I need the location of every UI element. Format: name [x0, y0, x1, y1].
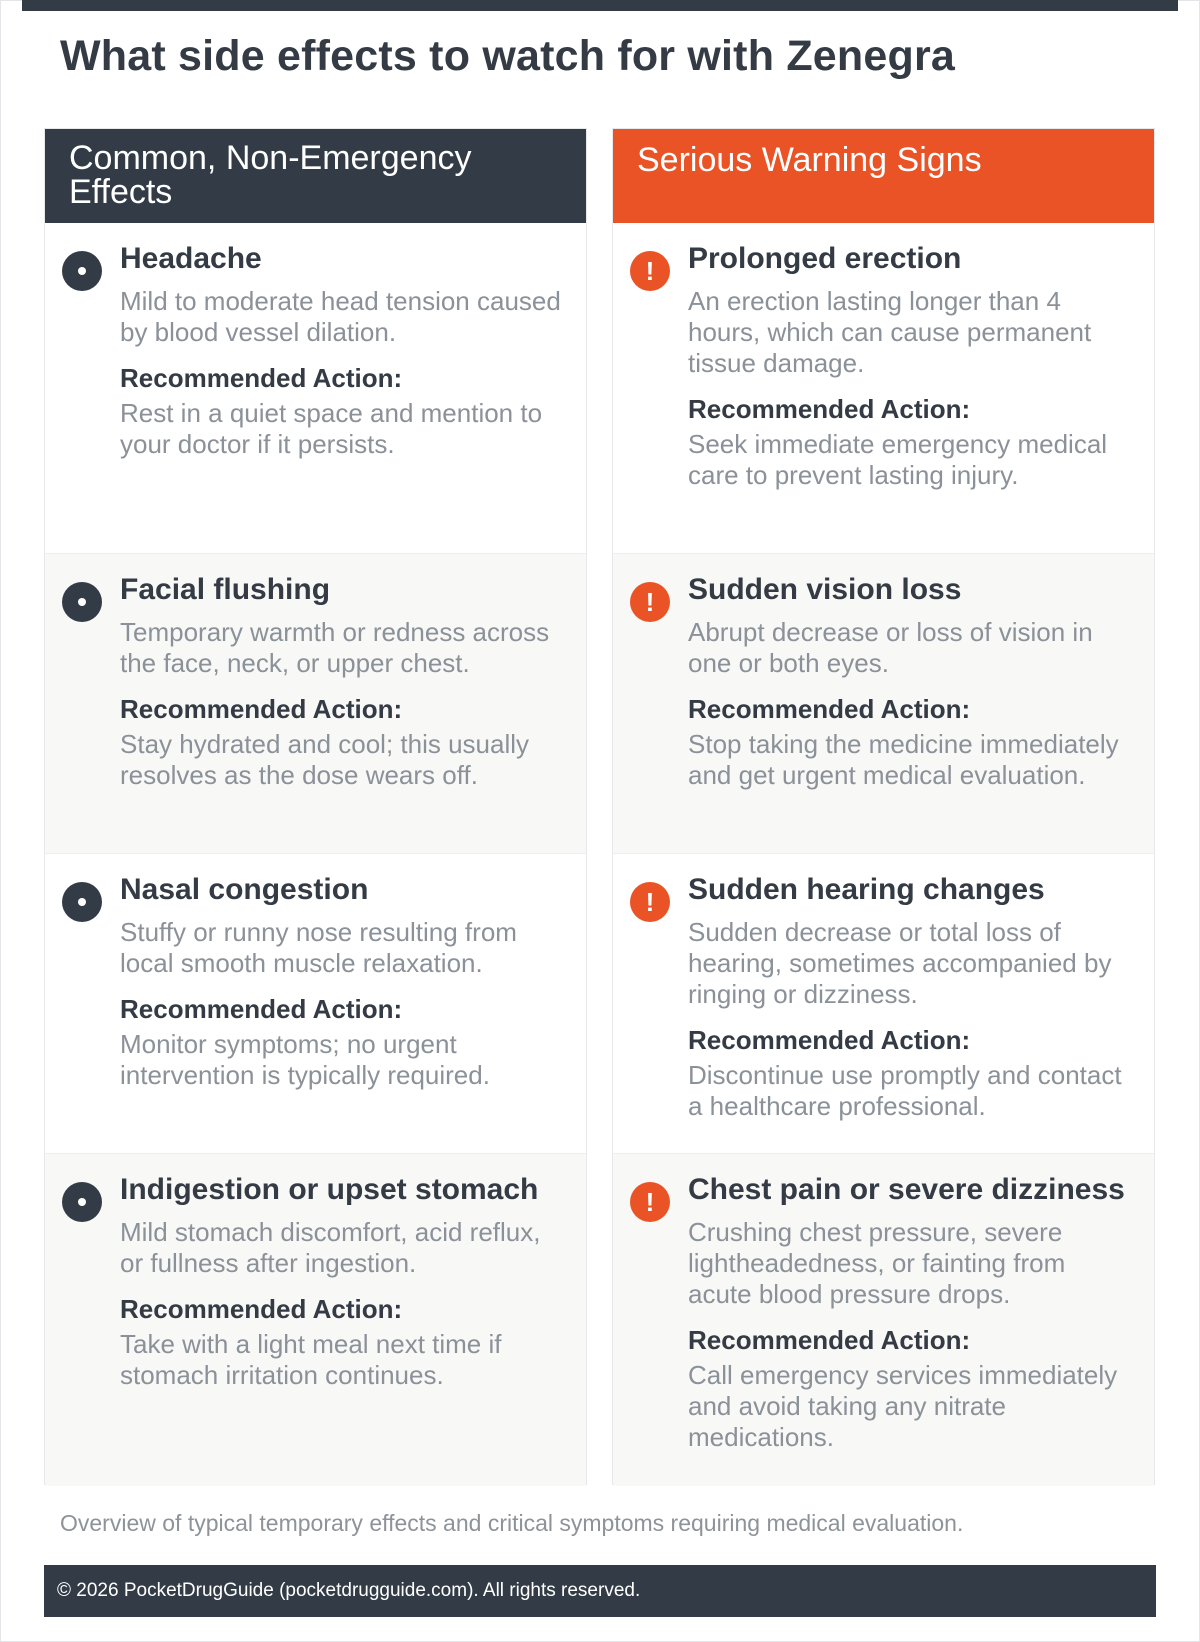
top-accent-bar	[22, 0, 1178, 11]
warning-item-vision-loss	[613, 553, 1154, 853]
recommended-action-text: Seek immediate emergency medical care to prevent lasting injury.	[688, 429, 1108, 490]
alert-icon: !	[630, 882, 670, 922]
recommended-action-text: Discontinue use promptly and contact a healthcare professional.	[688, 1060, 1122, 1121]
serious-warning-header: Serious Warning Signs	[613, 129, 1154, 223]
recommended-action-label: Recommended Action:	[120, 694, 403, 724]
recommended-action-label: Recommended Action:	[120, 994, 403, 1024]
warning-title: Prolonged erection	[688, 242, 962, 275]
side-effect-title: Indigestion or upset stomach	[120, 1173, 539, 1206]
serious-warning-column	[612, 128, 1155, 1485]
warning-item-chest-pain	[613, 1153, 1154, 1486]
side-effect-title: Facial flushing	[120, 573, 331, 606]
dot-bullet-icon	[62, 882, 102, 922]
dot-bullet-icon	[62, 582, 102, 622]
warning-description: An erection lasting longer than 4 hours, which can cause permanent tissue damage.	[688, 286, 1092, 378]
warning-title: Sudden vision loss	[688, 573, 962, 606]
alert-icon: !	[630, 582, 670, 622]
recommended-action-label: Recommended Action:	[120, 363, 403, 393]
recommended-action-label: Recommended Action:	[688, 1325, 971, 1355]
warning-description: Abrupt decrease or loss of vision in one or both eyes.	[688, 617, 1093, 678]
recommended-action-text: Stay hydrated and cool; this usually resolves as the dose wears off.	[120, 729, 530, 790]
dot-bullet-icon	[62, 251, 102, 291]
recommended-action-text: Stop taking the medicine immediately and get urgent medical evaluation.	[688, 729, 1119, 790]
warning-title: Chest pain or severe dizziness	[688, 1173, 1125, 1206]
side-effect-title: Nasal congestion	[120, 873, 369, 906]
warning-description: Crushing chest pressure, severe lightheadedness, or fainting from acute blood pressure drops.	[688, 1217, 1066, 1309]
side-effect-title: Headache	[120, 242, 262, 275]
alert-icon: !	[630, 1182, 670, 1222]
common-effects-header: Common, Non-Emergency Effects	[45, 129, 586, 223]
copyright-footer: © 2026 PocketDrugGuide (pocketdrugguide.com). All rights reserved.	[44, 1565, 1156, 1617]
recommended-action-text: Rest in a quiet space and mention to your doctor if it persists.	[120, 398, 543, 459]
side-effect-item-facial-flushing	[45, 553, 586, 853]
recommended-action-text: Call emergency services immediately and avoid taking any nitrate medications.	[688, 1360, 1118, 1452]
warning-description: Sudden decrease or total loss of hearing, sometimes accompanied by ringing or dizziness.	[688, 917, 1112, 1009]
side-effect-description: Temporary warmth or redness across the face, neck, or upper chest.	[120, 617, 550, 678]
common-effects-column	[44, 128, 587, 1485]
side-effect-description: Mild to moderate head tension caused by blood vessel dilation.	[120, 286, 561, 347]
recommended-action-label: Recommended Action:	[688, 694, 971, 724]
alert-icon: !	[630, 251, 670, 291]
warning-item-prolonged-erection	[613, 223, 1154, 553]
warning-title: Sudden hearing changes	[688, 873, 1045, 906]
warning-item-hearing-changes	[613, 853, 1154, 1153]
recommended-action-text: Monitor symptoms; no urgent intervention is typically required.	[120, 1029, 490, 1090]
recommended-action-label: Recommended Action:	[120, 1294, 403, 1324]
recommended-action-label: Recommended Action:	[688, 394, 971, 424]
page-title: What side effects to watch for with Zenegra	[60, 32, 955, 80]
side-effect-item-nasal-congestion	[45, 853, 586, 1153]
recommended-action-label: Recommended Action:	[688, 1025, 971, 1055]
side-effect-item-indigestion	[45, 1153, 586, 1486]
recommended-action-text: Take with a light meal next time if stomach irritation continues.	[120, 1329, 502, 1390]
side-effect-description: Stuffy or runny nose resulting from local smooth muscle relaxation.	[120, 917, 517, 978]
side-effect-description: Mild stomach discomfort, acid reflux, or fullness after ingestion.	[120, 1217, 541, 1278]
dot-bullet-icon	[62, 1182, 102, 1222]
caption: Overview of typical temporary effects and critical symptoms requiring medical evaluation.	[60, 1510, 964, 1536]
side-effect-item-headache	[45, 223, 586, 553]
